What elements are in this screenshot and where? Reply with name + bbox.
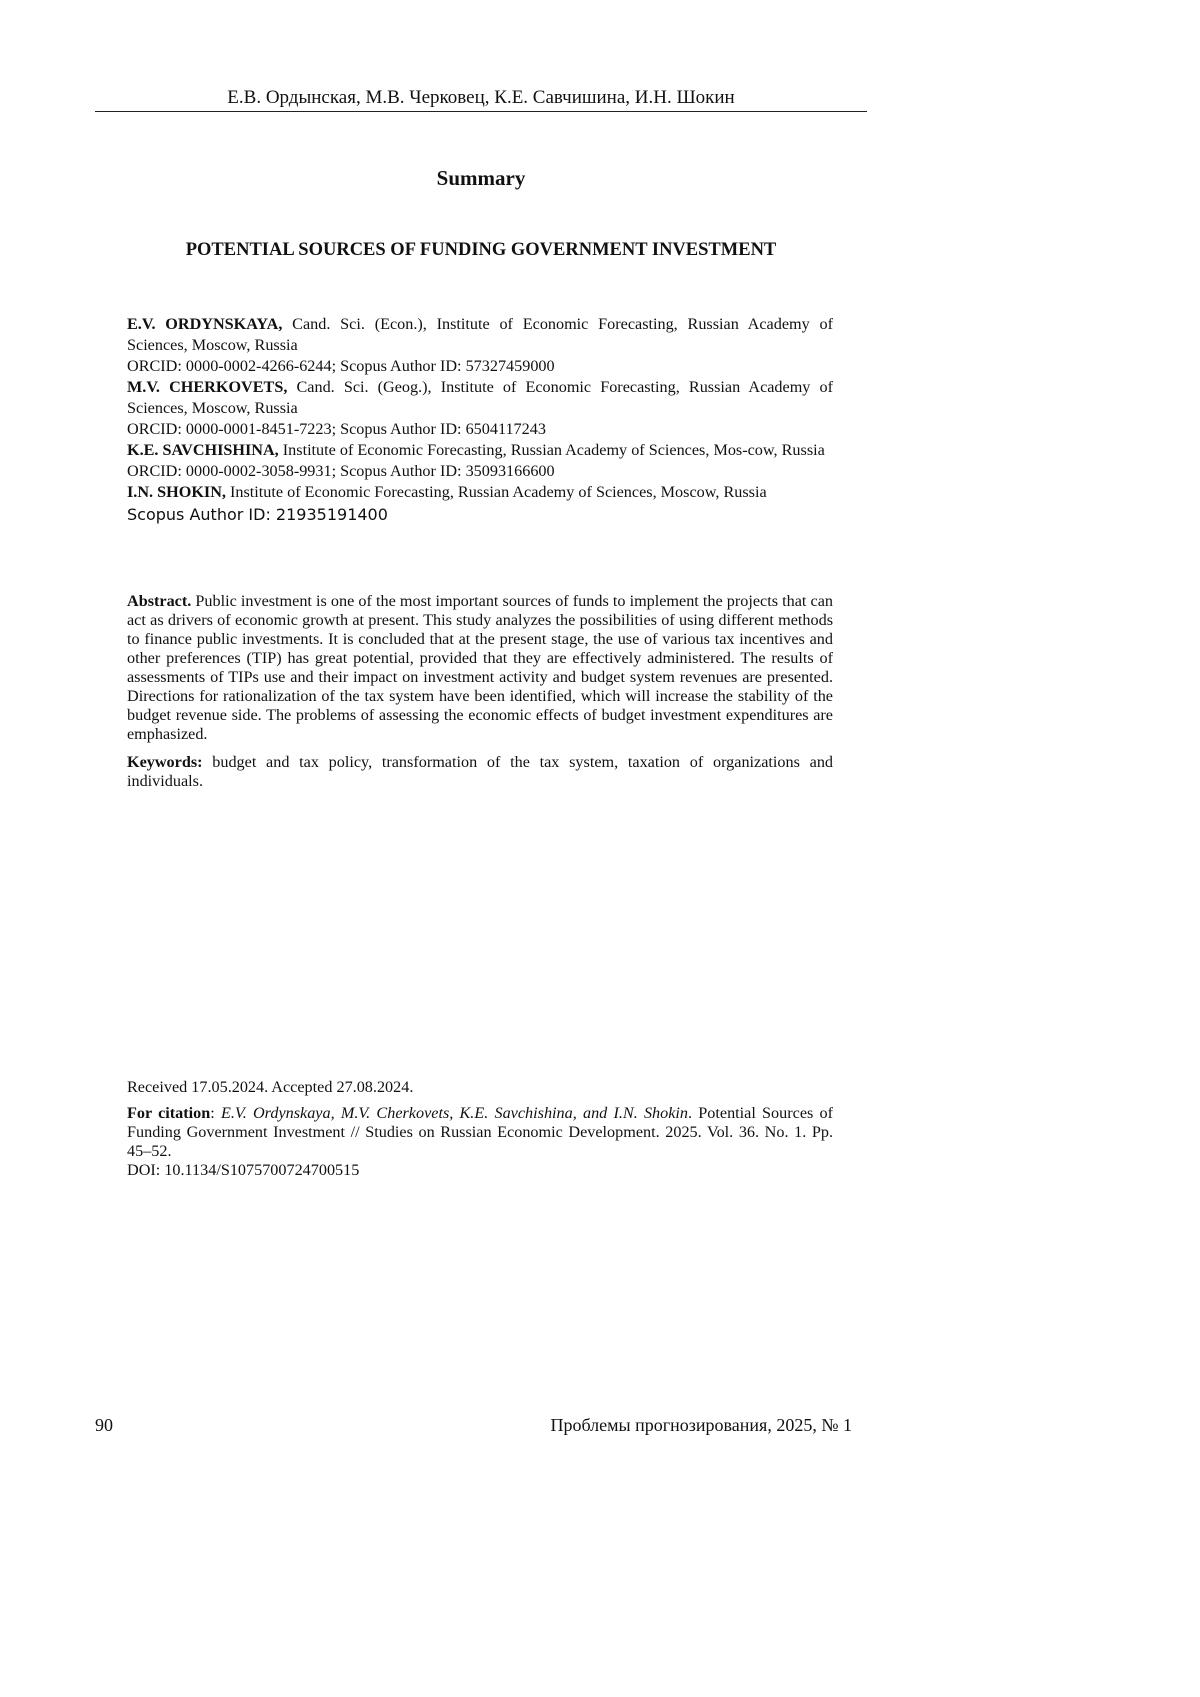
author-ids: Scopus Author ID: 21935191400	[127, 505, 388, 524]
received-dates: Received 17.05.2024. Accepted 27.08.2024.	[127, 1078, 414, 1096]
author-name: K.E. SAVCHISHINA,	[127, 441, 279, 459]
page-number: 90	[95, 1415, 113, 1435]
citation-authors: E.V. Ordynskaya, M.V. Cherkovets, K.E. Savchishina, and I.N. Shokin	[220, 1104, 689, 1122]
author-affiliation: Cand. Sci. (Geog.), Institute of Economic Forecasting, Russian Academy of Sciences, Moscow, Russia	[127, 378, 833, 417]
author-affiliation: Institute of Economic Forecasting, Russian Academy of Sciences, Mos-cow, Russia	[278, 441, 825, 459]
author-ids: ORCID: 0000-0001-8451-7223; Scopus Author ID: 6504117243	[127, 420, 546, 438]
author-name: I.N. SHOKIN,	[127, 483, 226, 501]
author-affiliation: Institute of Economic Forecasting, Russian Academy of Sciences, Moscow, Russia	[225, 483, 767, 501]
header-rule	[95, 111, 867, 112]
abstract-block	[127, 592, 833, 800]
journal-footer: Проблемы прогнозирования, 2025, № 1	[550, 1415, 852, 1435]
citation-doi: DOI: 10.1134/S1075700724700515	[127, 1161, 360, 1179]
author-name: M.V. CHERKOVETS,	[127, 378, 288, 396]
citation-paragraph: For citation: E.V. Ordynskaya, M.V. Cherkovets, K.E. Savchishina, and I.N. Shokin. Potential Sources of Funding Government Investment // Studies on Russian Economic Development. 2025. Vol. 36. No. 1. Pp. 45–52. DOI: 10.1134/S1075700724700515	[127, 1104, 833, 1179]
abstract-text: Public investment is one of the most important sources of funds to implement the projects that can act as drivers of economic growth at present. This study analyzes the possibilities of using different methods to finance public investments. It is concluded that at the present stage, the use of various tax incentives and other preferences (TIP) has great potential, provided that they are effectively administered. The results of assessments of TIPs use and their impact on investment activity and budget system revenues are presented. Directions for rationalization of the tax system have been identified, which will increase the stability of the budget revenue side. The problems of assessing the economic effects of budget investment expenditures are emphasized.	[127, 592, 833, 743]
author-entry	[127, 440, 833, 461]
author-ids: ORCID: 0000-0002-3058-9931; Scopus Author ID: 35093166600	[127, 462, 555, 480]
abstract-paragraph	[127, 592, 833, 744]
article-title: POTENTIAL SOURCES OF FUNDING GOVERNMENT INVESTMENT	[185, 240, 777, 260]
citation-reference: . Potential Sources of Funding Government Investment // Studies on Russian Economic Development. 2025. Vol. 36. No. 1. Pp. 45–52.	[127, 1104, 833, 1160]
keywords-paragraph	[127, 753, 833, 791]
author-list	[127, 314, 833, 526]
author-entry	[127, 377, 833, 419]
keywords-text: budget and tax policy, transformation of the tax system, taxation of organizations and individuals.	[127, 753, 833, 790]
author-entry	[127, 314, 833, 356]
publication-info	[127, 1078, 833, 1187]
author-affiliation: Cand. Sci. (Econ.), Institute of Economic Forecasting, Russian Academy of Sciences, Moscow, Russia	[127, 315, 833, 354]
running-head: Е.В. Ордынская, М.В. Черковец, К.Е. Савчишина, И.Н. Шокин	[227, 87, 735, 108]
citation-label: For citation	[127, 1104, 211, 1122]
author-entry	[127, 482, 833, 503]
author-name: E.V. ORDYNSKAYA,	[127, 315, 283, 333]
abstract-label: Abstract.	[127, 592, 192, 610]
author-ids: ORCID: 0000-0002-4266-6244; Scopus Author ID: 57327459000	[127, 357, 555, 375]
section-heading: Summary	[436, 166, 526, 190]
keywords-label: Keywords:	[127, 753, 203, 771]
